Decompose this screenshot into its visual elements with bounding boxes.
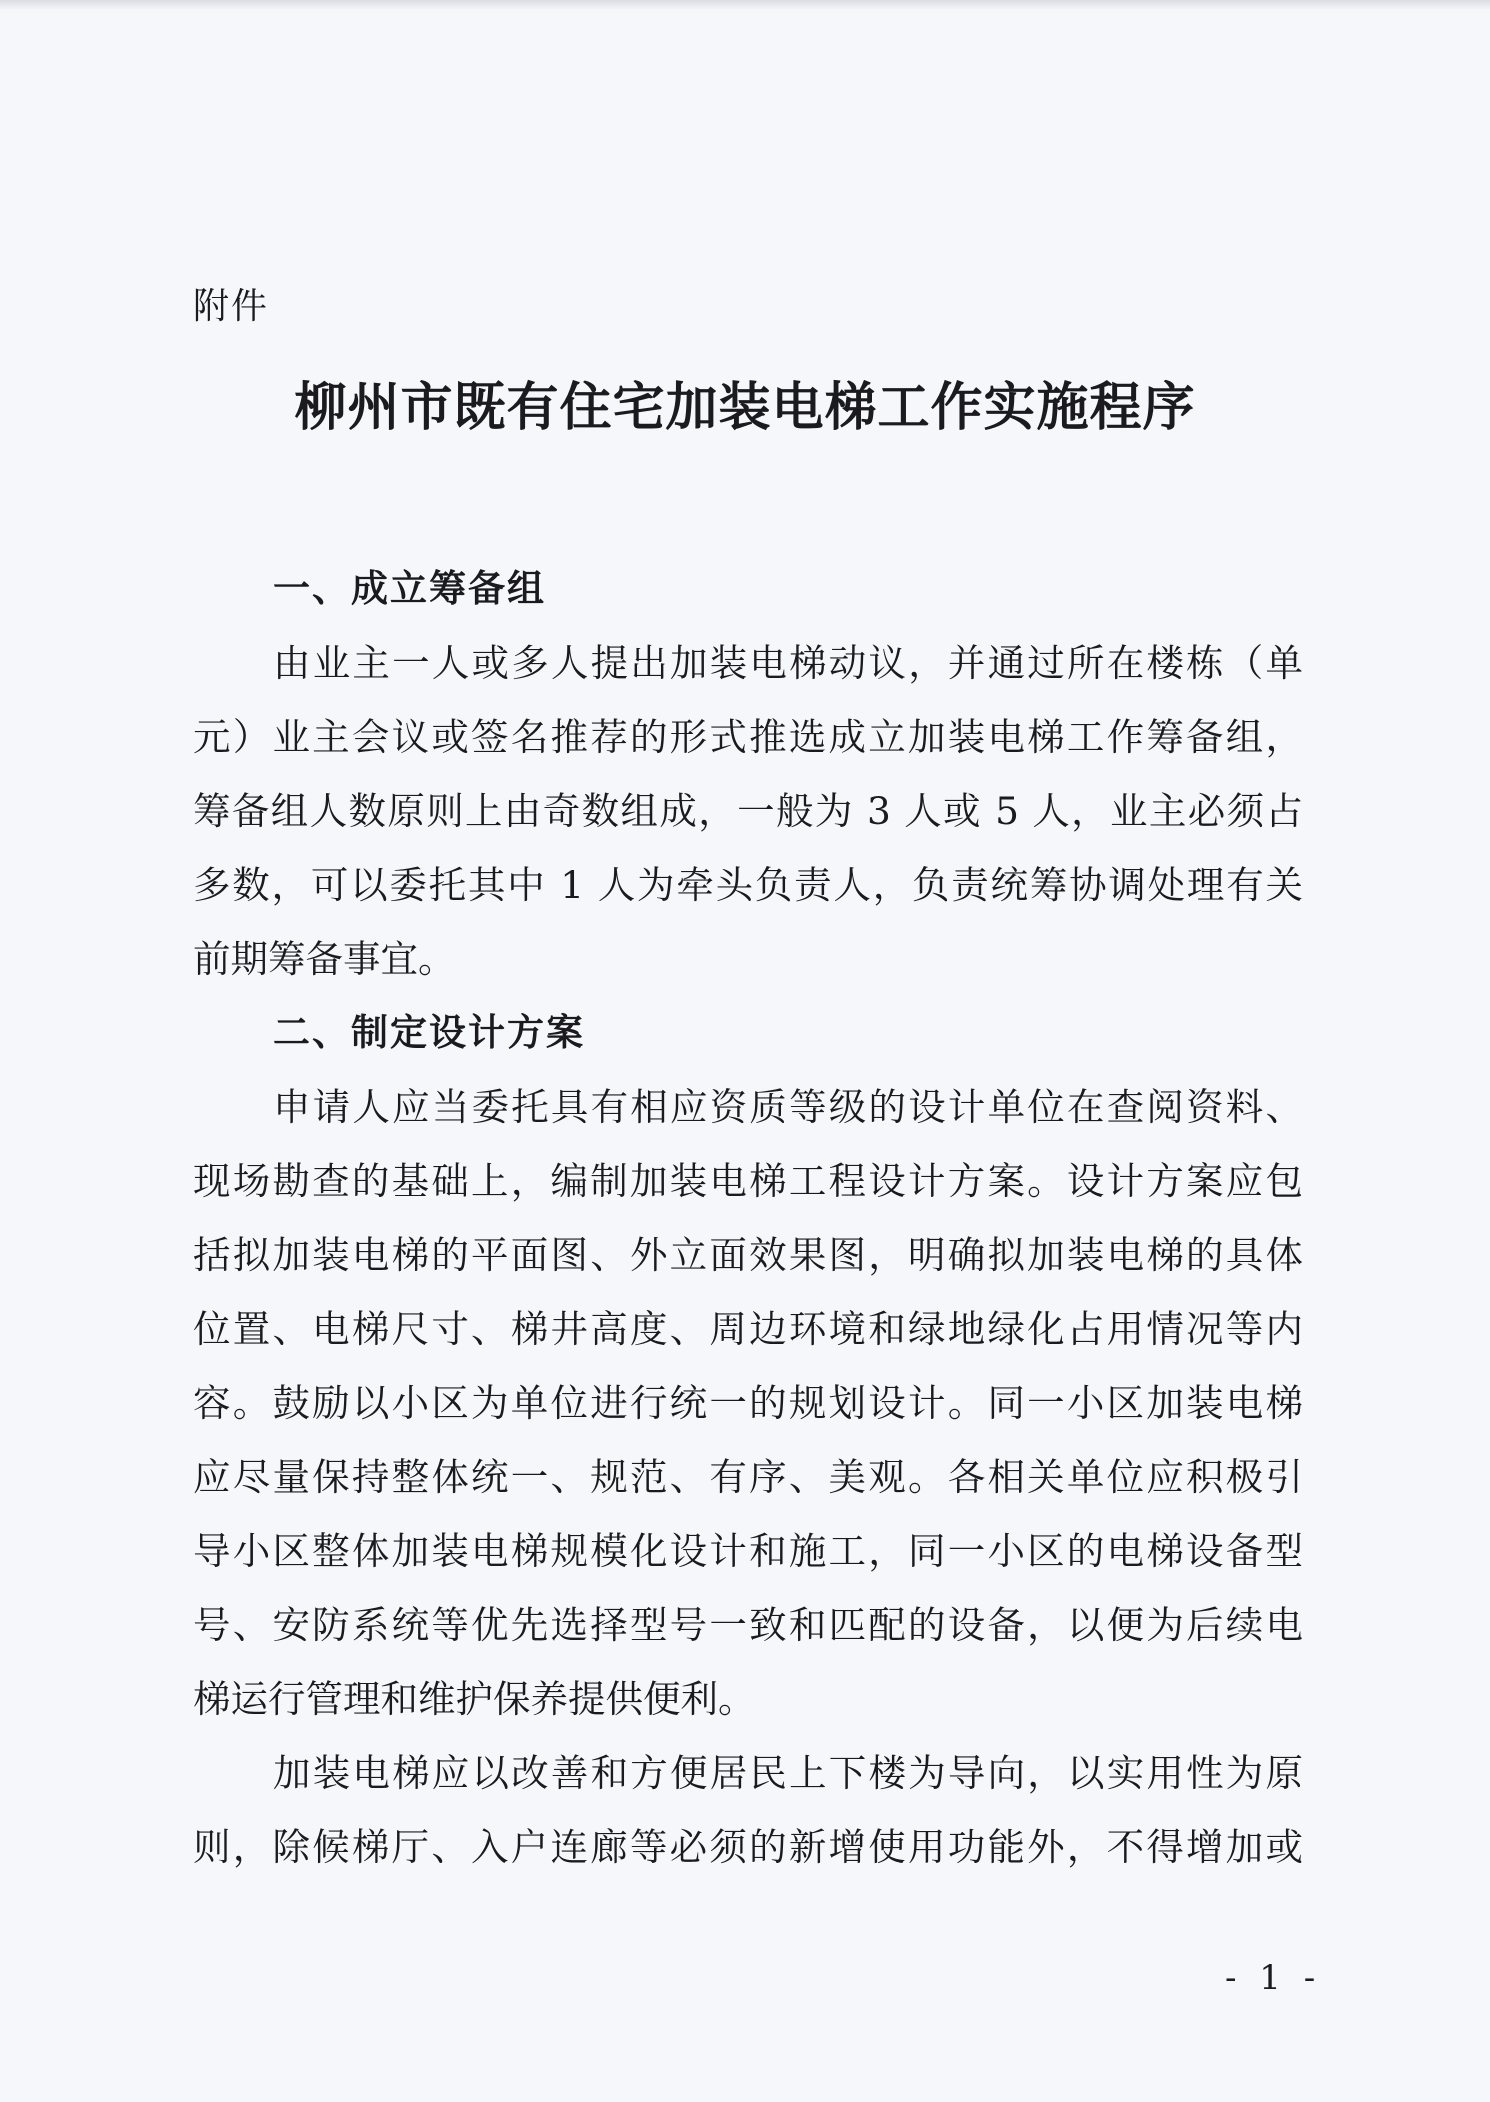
paragraph-line: 号、安防系统等优先选择型号一致和匹配的设备，以便为后续电 [193, 1603, 1303, 1647]
paragraph-line: 由业主一人或多人提出加装电梯动议，并通过所在楼栋（单 [273, 641, 1303, 685]
paragraph-line: 筹备组人数原则上由奇数组成，一般为 3 人或 5 人，业主必须占 [193, 789, 1303, 833]
paragraph-line: 括拟加装电梯的平面图、外立面效果图，明确拟加装电梯的具体 [193, 1233, 1303, 1277]
scan-edge [0, 0, 1490, 10]
paragraph-line: 容。鼓励以小区为单位进行统一的规划设计。同一小区加装电梯 [193, 1381, 1303, 1425]
paragraph-line: 元）业主会议或签名推荐的形式推选成立加装电梯工作筹备组， [193, 715, 1303, 759]
section-heading: 二、制定设计方案 [273, 1011, 585, 1054]
attachment-label: 附件 [193, 286, 270, 327]
page-number: - 1 - [1225, 1958, 1322, 1998]
paragraph-line: 位置、电梯尺寸、梯井高度、周边环境和绿地绿化占用情况等内 [193, 1307, 1303, 1351]
section-heading: 一、成立筹备组 [273, 567, 546, 610]
document-body [193, 552, 1303, 1884]
paragraph-line: 前期筹备事宜。 [193, 937, 456, 981]
paragraph-line: 现场勘查的基础上，编制加装电梯工程设计方案。设计方案应包 [193, 1159, 1303, 1203]
paragraph-line: 多数，可以委托其中 1 人为牵头负责人，负责统筹协调处理有关 [193, 863, 1303, 907]
paragraph-line: 申请人应当委托具有相应资质等级的设计单位在查阅资料、 [273, 1085, 1303, 1129]
paragraph-line: 则，除候梯厅、入户连廊等必须的新增使用功能外，不得增加或 [193, 1825, 1303, 1869]
paragraph-line: 梯运行管理和维护保养提供便利。 [193, 1677, 756, 1721]
paragraph-line: 加装电梯应以改善和方便居民上下楼为导向，以实用性为原 [273, 1751, 1303, 1795]
paragraph-line: 应尽量保持整体统一、规范、有序、美观。各相关单位应积极引 [193, 1455, 1303, 1499]
paragraph-line: 导小区整体加装电梯规模化设计和施工，同一小区的电梯设备型 [193, 1529, 1303, 1573]
document-title: 柳州市既有住宅加装电梯工作实施程序 [294, 377, 1196, 438]
